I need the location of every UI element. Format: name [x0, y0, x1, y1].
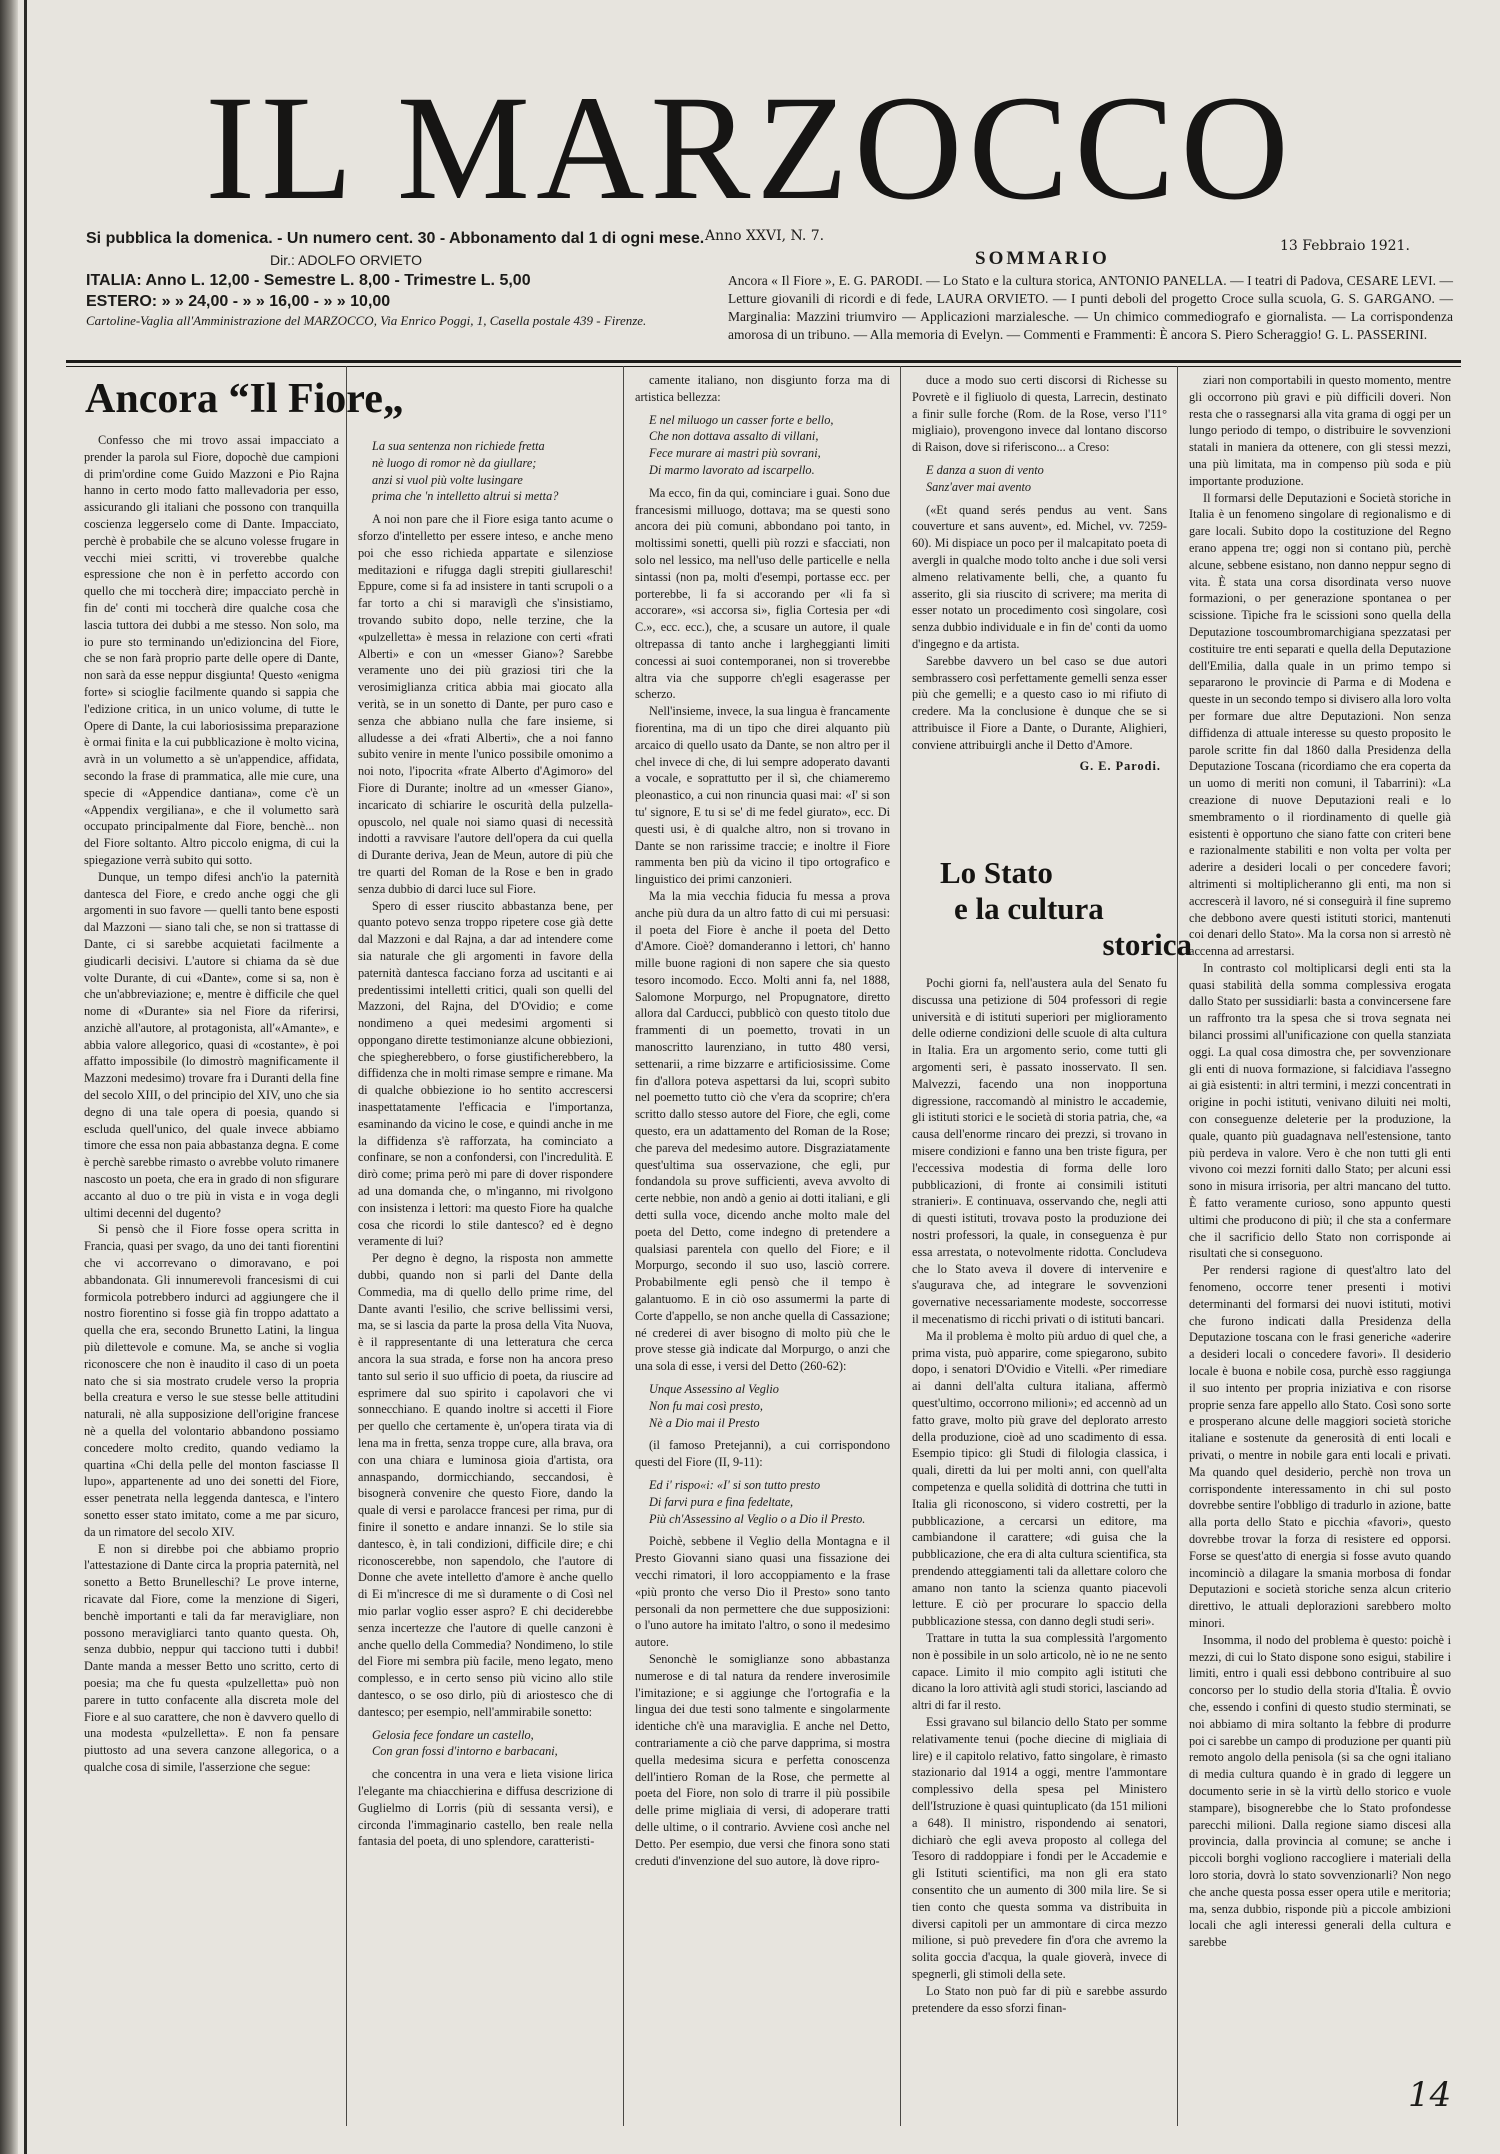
publication-schedule: Si pubblica la domenica. - Un numero cent. 30 - Abbonamento dal 1 di ogni mese. — [86, 230, 705, 247]
paragraph: E non si direbbe poi che abbiamo proprio l'attestazione di Dante circa la propria paternità, nel sonetto a Betto Brunelleschi? Le prove interne, ricavate dal Fiore, come la menzione di Sigeri, benchè importanti e tali da far meravigliare, non possono meravigliarci tanto quanto questa. Oh, senza dubbio, neppur qui tacciono tutti i dubbi! Dante manda a messer Betto uno scritto, certo di poesia; ma che fu questa «pulzelletta» può non parere in tutto confacente alla discreta mole del Fiore e al suo carattere, che non è davvero quello di una modesta «pulzelletta». E non fa pensare piuttosto ad una severa canzone allegorica, o a qualche cosa di simile, l'asserzione che segue: — [84, 1541, 339, 1774]
issue-number: Anno XXVI, N. 7. — [705, 228, 825, 244]
column-2 — [358, 432, 613, 2142]
column-1 — [84, 432, 339, 2142]
paragraph: Pochi giorni fa, nell'austera aula del Senato fu discussa una petizione di 504 professori di regie università e di istituti superiori per miglioramento delle odierne condizioni delle scuole di alta cultura in Italia. Era un argomento serio, come tutti gli argomenti seri, è passato inosservato. Il sen. Malvezzi, facendo una non inopportuna digressione, raccomandò al ministro le accademie, gli istituti storici e le società di storia patria, che, «a causa dell'enorme rincaro dei prezzi, si trovano in misere condizioni e fanno una ben triste figura, per l'eccessiva modestia di forma delle loro pubblicazioni, di fronte ai consimili istituti stranieri». E continuava, osservando che, negli atti di questi istituti, trovava posto la produzione dei nostri professori, la quale, in conseguenza è pur essa arrestata, o notevolmente ridotta. Concludeva che lo Stato aveva il dovere di intervenire e s'augurava che, ad integrare le sovvenzioni governative necessariamente modeste, soccorresse il mecenatismo di ricchi privati o di istituti bancari. — [912, 976, 1167, 1326]
headline-line: e la cultura — [954, 891, 1104, 926]
paragraph: Dunque, un tempo difesi anch'io la paternità dantesca del Fiore, e credo anche oggi che gli argomenti in suo favore — quelli tanto bene esposti dal Mazzoni — siano tali che, se non si trattasse di Dante, ci si sarebbe acquietati facilmente a giudicarli decisivi. L'autore si chiama da sè due volte Durante, di cui «Dante», come si sa, non è che un'abbreviazione; e, mentre è difficile che quel nome di «Durante» sia nel Fiore da riferirsi, anzichè all'autore, al protagonista, all'«Amante», e abbia valore allegorico, quasi di «costante», è poi affatto impossibile (lo dimostrò magnificamente il Mazzoni medesimo) trovare fra i Duranti della fine del secolo XIII, o del principio del XIV, uno che sia degno di una tale opera di poesia, quando si escluda quell'unico, del quale invece abbiamo timore che essa non paia abbastanza degna. E come è perchè sarebbe rimasto o avrebbe voluto rimanere nascosto un poeta, che era in grado di non sfigurare accanto al duo o tre più in vista e in voga degli ultimi decenni del dugento? — [84, 869, 339, 1220]
paragraph: camente italiano, non disgiunto forza ma di artistica bellezza: — [635, 373, 890, 404]
column-3 — [635, 372, 890, 2142]
sommario-title: SOMMARIO — [975, 248, 1110, 269]
price-estero: ESTERO: » » 24,00 - » » 16,00 - » » 10,00 — [86, 293, 391, 310]
paragraph: (il famoso Pretejanni), a cui corrispondono questi del Fiore (II, 9-11): — [635, 1438, 890, 1470]
paragraph: Ma il problema è molto più arduo di quel che, a prima vista, può apparire, come spiegarono, subito dopo, i senatori D'Ovidio e Vitelli. «Per rimediare ai danni dell'alta cultura italiana, affermò quest'ultimo, occorrono milioni»; ed accennò ad un fatto grave, molto più grave del deplorato arresto della produzione, cioè ad uno scadimento di essa. Esempio tipico: gli Studi di filologia classica, i quali, diretti da lui per molti anni, con quell'alta competenza e quella solidità di dottrina che tutti in Italia gli riconoscono, si videro costretti, per la pubblicazione, a cercarsi un editore, ma cambiandone il carattere; «di guisa che la pubblicazione, che era di alta cultura scientifica, sta prendendo atteggiamenti tali da allettare coloro che amano non tanto la scienza quanto piacevoli letture. E ciò per procurare lo spaccio della pubblicazione stessa, con danno degli studi seri». — [912, 1328, 1167, 1629]
paragraph: ziari non comportabili in questo momento, mentre gli occorrono più gravi e più difficili doveri. Non resta che o rassegnarsi alla vita grama di oggi per un lungo periodo di tempo, o distribuire le sovvenzioni statali in maniera da ottenere, con gli stessi mezzi, una più limitata, ma in compenso più soda e più importante produzione. — [1189, 373, 1451, 488]
headline-line: storica — [1102, 927, 1192, 962]
poem-quote: La sua sentenza non richiede fretta nè luogo di romor nè da giullare; anzi si vuol più volte lusingare prima che 'n intelletto altrui si metta? — [372, 439, 559, 504]
column-rule — [900, 366, 901, 2126]
paragraph: Per degno è degno, la risposta non ammette dubbi, quando non si parli del Dante della Commedia, ma di quello dello prime rime, del Dante avanti l'esilio, che scrive bellissimi versi, ma, se si lascia da parte la prosa della Vita Nuova, è il rappresentante di una letteratura che cerca ancora la sua strada, e forse non ha ancora preso tanto sul serio il suo ufficio di poeta, da riuscire ad esprimere dal suo spirito i capolavori che vi sonnecchiano. E quando inoltre si accetti il Fiore per quello che certamente è, un'opera tirata via di lena ma in fretta, senza troppe cure, alla brava, ora con una chiara e luminosa gioia d'artista, ora annaspando, dormicchiando, seccandosi, è bisognerà convenire che questo Fiore, dando la quale di versi e parolacce francesi per rima, pur di finire il sonetto e andare innanzi. Se lo stile sia dantesco, è, in tali condizioni, difficile dire; e chi riconoscerebbe, non sapendolo, che l'autore di Donne che avete intelletto d'amore è anche quello di Ei m'incresce di me sì duramente o di Così nel mio parlar voglio esser aspro? E chi deciderebbe senza incertezze che l'autore di quelle canzoni è anche quello della Commedia? Nondimeno, lo stile del Fiore mi sembra più facile, meno legato, meno complesso, e in certo senso più vicino allo stile dantesco, o se oso dirlo, più di ariostesco che di dantesco; per esempio, nell'ammirabile sonetto: — [358, 1251, 613, 1719]
paragraph: Si pensò che il Fiore fosse opera scritta in Francia, quasi per svago, da uno dei tanti fiorentini che vi accorrevano o dimoravano, e poi abbandonata. Gli innumerevoli francesismi di cui formicola potrebbero indurci ad aggiungere che il nostro fiorentino si fosse già fin troppo adattato a quella che era, secondo Brunetto Latini, la lingua più dilettevole e comune. Ma, se anche si voglia riconoscere che non è inaudito il caso di un poeta nato che si sia mostrato crudele verso la propria bella creatura e verso le sue stesse belle attitudini naturali, nè alla supposizione dell'origine francese nè a quella del volontario abbandono possiamo concedere molto credito, quando vediamo la quartina «Chi della pelle del monton fasciasse Il lupo», appartenente ad uno dei sonetti del Fiore, esser penetrata nella leggenda dantesca, e l'intero sonetto esser stato imitato, come a me par sicuro, da un rimatore del secolo XIV. — [84, 1222, 339, 1539]
paragraph: che concentra in una vera e lieta visione lirica l'elegante ma chiacchierina e diffusa descrizione di Guglielmo di Lorris (più di sessanta versi), e circonda l'immaginario castello, ben reale nella fantasia del poeta, di uno splendore, caratteristi- — [358, 1767, 613, 1849]
header-rule-thin — [66, 366, 1461, 367]
binding-edge — [0, 0, 18, 2154]
paragraph: Spero di esser riuscito abbastanza bene, per quanto potevo senza troppo ripetere cose già dette dal Mazzoni e dal Rajna, a dar ad intendere come sia naturale che gli argomenti in favore della paternità dantesca facciano forza ad uscitanti e ai predentissimi intelletti critici, quali son quelli del Mazzoni, del Rajna, del D'Ovidio; e come nondimeno a quei medesimi argomenti si oppongano dirette testimonianze alcune obbiezioni, che spiegherebbero, o forse giustificherebbero, la diffidenza che in molti rimase sempre e rimane. Ma di qualche obbiezione io ho sentito accrescersi inaspettatamente l'efficacia e l'importanza, esaminando da vicino le cose, e quindi anche in me la diffidenza s'è rafforzata, ha cominciato a confinare, se non a confondersi, con l'incredulità. E dirò come; prima però mi pare di dover rispondere ad una domanda che, o m'inganno, mi rivolgono con insistenza i lettori: ma questo Fiore ha qualche cosa che ricordi lo stile dantesco? ed è degno veramente di lui? — [358, 898, 613, 1249]
column-rule — [1177, 366, 1178, 2126]
column-5 — [1189, 372, 1451, 2142]
masthead-title: IL MARZOCCO — [205, 65, 1295, 231]
issue-date: 13 Febbraio 1921. — [1280, 238, 1410, 254]
publication-info — [86, 228, 705, 329]
price-italia: ITALIA: Anno L. 12,00 - Semestre L. 8,00 - Trimestre L. 5,00 — [86, 272, 531, 289]
paragraph: Essi gravano sul bilancio dello Stato per somme relativamente tenui (poche diecine di migliaia di lire) e il capitolo relativo, fatto singolare, è rimasto stazionario dal 1914 a oggi, mentre l'ammontare complessivo della spesa pel Ministero dell'Istruzione è quasi quintuplicato (da 151 milioni a 648). Il ministro, rispondendo ai senatori, dichiarò che egli aveva proposto al collega del Tesoro di raddoppiare i fondi per le Accademie e gli Istituti scientifici, ma non gli era stato consentito che un aumento di 300 mila lire. Se si tien conto che questa somma va distribuita in diversi capitoli per un ammontare di circa mezzo milione, si può prevedere fin d'ora che avremo la solita goccia d'acqua, la quale gioverà, invece di spegnerli, gli stimoli della sete. — [912, 1715, 1167, 1982]
paragraph: Lo Stato non può far di più e sarebbe assurdo pretendere da esso sforzi finan- — [912, 1983, 1167, 2015]
column-4-bottom — [912, 975, 1167, 2142]
paragraph: Confesso che mi trovo assai impacciato a prender la parola sul Fiore, dopochè due campioni di prim'ordine come Guido Mazzoni e Pio Rajna hanno in certo modo fatto mallevadoria per esso, assicurando gli italiani che possono con tranquilla coscienza leggerselo come di Dante. Impacciato, perchè è probabile che se alcuno volesse frugare in vecchi miei scritti, vi troverebbe qualche espressione che non è in perfetto accordo con quello che mi toccherà dire; impacciato perchè in fin de' conti mi toccherà dire qualche cosa che lascia tuttora dei dubbi a me stesso. Non solo, ma io pure sto terminando un'edizioncina del Fiore, che se non farà proprio parte delle opere di Dante, non sarà da esse neppur disgiunta! Questo «enigma forte» si scioglie facilmente quando si sappia che l'edizione critica, in un unico volume, di tutte le Opere di Dante, la cui laboriosissima preparazione è ormai finita e la cui pubblicazione è molto vicina, avrà in un volumetto a sè un'appendice, affidata, secondo la frase di prammatica, alle mie cure, una specie di «Appendice dantiana», come c'è un «Appendix vergiliana», e che il volumetto sarà occupato principalmente dal Fiore, benchè... non del Fiore soltanto. Altro piccolo enigma, di cui la spiegazione verrà subito qui sotto. — [84, 433, 339, 867]
paragraph: Sarebbe davvero un bel caso se due autori sembrassero così perfettamente gemelli senza esser più che gemelli; e a questo caso io mi rifiuto di credere. Ma la conclusione è dunque che se si attribuisce il Fiore a Dante, o Durante, Alighieri, conviene attribuirgli anche il Detto d'Amore. — [912, 653, 1167, 752]
paragraph: Senonchè le somiglianze sono abbastanza numerose e di tal natura da rendere inverosimile l'imitazione; e si aggiunge che l'ortografia e la lingua dei due testi sono talmente e singolarmente identiche ch'è una maraviglia. E anche nel Detto, contrariamente a ciò che parve dapprima, si mostra quella medesima sicura e perfetta conoscenza dell'intiero Roman de la Rose, che permette al poeta del Fiore, non solo di trarre il più possibile delle prime migliaia di versi, di adoperare tratti delle ultime, o il contrario. Avviene così anche nel Detto. Per esempio, due versi che finora sono stati creduti d'invenzione del suo autore, là dove ripro- — [635, 1651, 890, 1868]
paragraph: Ma la mia vecchia fiducia fu messa a prova anche più dura da un altro fatto di cui mi persuasi: il poeta del Fiore è anche il poeta del Detto d'Amore. Cioè? domanderanno i lettori, ch' hanno mille buone ragioni di non sapere che sia questo tesoro incomodo. Ecco. Molti anni fa, nel 1888, Salomone Morpurgo, nel Propugnatore, diretto allora dal Carducci, pubblicò con questo titolo due frammenti di un poemetto, trovati in un manoscritto laurenziano, in tutto 480 versi, settenarii, a rime bizzarre e artificiosissime. Come fin d'allora poteva aspettarsi da lui, scoprì subito nel poemetto tutto ciò che v'era da scoprire; ch'era scritto dallo stesso autore del Fiore, che egli, come questo, era un adattamento del Roman de la Rose; che pareva del medesimo autore. Disgraziatamente quest'ultima sua osservazione, che egli, pur fondandola su prove sufficienti, aveva avvolto di certe nebbie, non andò a genio ai dotti italiani, e gli detti sulla voce, dicendo anche molto male del poeta del Detto, come indegno di pretendere a qualsiasi parentela con quello del Fiore; e il Morpurgo, secondo il suo uso, lasciò correre. Probabilmente egli pensò che il tempo è galantuomo. E in ciò oso assumermi la parte di Corte d'appello, se non anche quella di Cassazione; né crederei di aver bisogno di molto più che le prove stesse già indicate dal Morpurgo, o anzi che una sola di esse, i versi del Detto (260-62): — [635, 888, 890, 1374]
paragraph: A noi non pare che il Fiore esiga tanto acume o sforzo d'intelletto per essere inteso, e anche meno poi che esso richieda appartate e silenziose meditazioni e rifugga dagli strepiti giullareschi! Eppure, come si fa ad insistere in tanti scrupoli o a far torto a chi si maraviglì che s'insistiamo, trovando subito dopo, nelle terzine, che la «pulzelletta» è messa in relazione con certi «frati Alberti» e con un «messer Giano»? Sarebbe veramente uno dei più graziosi tiri che la verosimiglianza critica abbia mai giocato alla verità, se in un sonetto di Dante, per puro caso e senza che abbiano nulla che fare insieme, si alludesse a dei «frati Alberti», che a noi fanno subito venire in mente l'unico possibile omonimo a noi noto, l'ipocrita «frate Alberto d'Agimoro» del Fiore di Durante; inoltre ad un «messer Giano», incaricato di schiarire le oscurità della pulzella-opuscolo, nel quale noi siamo quasi di necessità indotti a ravvisare l'autore dell'opera da cui quella di Durante deriva, Jean de Meun, autore di più che tre quarti del Roman de la Rose e ben in grado senza dubbio di darci luce sul Fiore. — [358, 512, 613, 896]
column-rule — [346, 366, 347, 2126]
poem-quote: Unque Assessino al Veglio Non fu mai così presto, Nè a Dio mai il Presto — [649, 1382, 779, 1430]
article-headline: Ancora “Il Fiore„ — [85, 376, 404, 422]
paragraph: Poichè, sebbene il Veglio della Montagna e il Presto Giovanni siano quasi una fissazione dei vecchi rimatori, il loro accoppiamento e la frase «più pronto che verso Dio il Presto» sono tanto personali da non permettere che due supposizioni: o l'uno autore ha imitato l'altro, o sono il medesimo autore. — [635, 1534, 890, 1650]
poem-quote: E danza a suon di vento Sanz'aver mai avento — [926, 462, 1044, 494]
article-2-headline — [940, 855, 1200, 963]
column-rule — [623, 366, 624, 2126]
paragraph: Ma ecco, fin da qui, cominciare i guai. Sono due francesismi milluogo, dottava; ma se questi sono ancora dei più comuni, abbondano poi tanto, in moltissimi sonetti, quelli più rozzi e sfacciati, non solo nel lessico, ma nell'uso delle particelle e nella sintassi (non pa, molti d'esempi, portasse ecc. per porterebbe, li fa si accorando per «li fa sì accorare», «si accorsa si», figlia Cortesia per «di C.», ecc. ecc.), che, a scusare un autore, il quale oltrepassa di tanto anche i largheggianti limiti concessi ai suoi contemporanei, non si troverebbe altra via che supporre ch'egli esagerasse per scherzo. — [635, 485, 890, 702]
paragraph: In contrasto col moltiplicarsi degli enti sta la quasi stabilità della somma complessiva erogata dallo Stato per sussidiarli: basta a convincersene fare un raffronto tra la spesa che si trova segnata nei bilanci prossimi all'unificazione con quella stanziata oggi. La qual cosa dimostra che, per sovvenzionare gli enti di nuova formazione, si falcidiava l'assegno ai già esistenti: in altri termini, i mezzi concentrati in origine in pochi istituti, venivano diluiti nei molti, con conseguenze deleterie per la produzione, la quale, quanto più guadagnava nell'estensione, tanto più perdeva in valore. Vero è che non tutti gli enti vivono coi mezzi forniti dallo Stato; per alcuni essi sono in misura irrisoria, per altri mancano del tutto. È fatto veramente curioso, sono appunto questi ultimi che producono di più; il che sta a confermare che il sacrificio dello Stato non corrisponde ai risultati che si conseguono. — [1189, 960, 1451, 1261]
page-number: 14 — [1408, 2075, 1452, 2115]
paragraph: Insomma, il nodo del problema è questo: poichè i mezzi, di cui lo Stato dispone sono esigui, stabilire i limiti, entro i quali essi debbono contribuire al suo concorso per lo studio della storia d'Italia. È ovvio che, essendo i confini di questo studio sterminati, se noi abbiamo di mira soltanto la febbre di produrre poi ci sarebbe un campo di produzione per quanti più remoto angolo della penisola (si sa che ogni italiano di media cultura quando è in grado di leggere un documento serie in sè la virtù dello storico e vuole stampare), bisognerebbe che lo Stato profondesse parecchi milioni. Dalla regione siamo discesi alla provincia, dalla provincia al comune; se anche i piccoli borghi vogliono raccogliere i materiali della loro storia, dovrà lo stato sovvenzionarli? Non nego che anche questa possa esser opera utile e meritoria; ma, senza dubbio, risponde più a piccole ambizioni locali che agli interessi generali della cultura e sarebbe — [1189, 1632, 1451, 1950]
paragraph: Nell'insieme, invece, la sua lingua è francamente fiorentina, ma di un tipo che direi alquanto più arcaico di quello usato da Dante, se non altro per il chel invece di che, di lui sempre adoperato davanti a vocale, e soprattutto per il sì, che chiameremo pleonastico, a cui non rinuncia quasi mai: «I' si son tu' signore, E tu si se' di me fedel giurato», ecc. Di questi usi, è di qualche altro, non si trovano in Dante se non rarissime traccie; e inoltre il Fiore rammenta ben più da vicino il tipo ortografico e linguistico dei primi canzonieri. — [635, 704, 890, 887]
poem-quote: Ed i' rispo«i: «I' si son tutto presto Di farvi pura e fina fedeltate, Più ch'Assessino al Veglio o a Dio il Presto. — [649, 1478, 866, 1526]
poem-quote: Gelosia fece fondare un castello, Con gran fossi d'intorno e barbacani, — [372, 1727, 558, 1759]
header-rule — [66, 360, 1461, 363]
paragraph: Il formarsi delle Deputazioni e Società storiche in Italia è un fenomeno singolare di regionalismo e di gare locali. Subito dopo la costituzione del Regno erano appena tre; oggi non si contano più, perchè alcune, sebbene esistano, non danno neppur segno di vita. È stata una corsa disordinata verso nuove formazioni, o per generazione spontanea o per scissione. Tipiche fra le scissioni sono quella della Deputazione toscoumbromarchigiana spezzatasi per costituire tre enti separati e quella della Deputazione dell'Emilia, dalla quale in un primo tempo si separarono le provincie di Parma e di Modena e queste in un secondo tempo si divisero alla loro volta per formare due altre Deputazioni. Non senza diffidenza di attuale interesse su questo proposito le parole scritte fin dal 1860 dalla Presidenza della Deputazione Toscana (ricordiamo che era coperta da un uomo di meriti non comuni, il Tabarrini): «La creazione di nuove Deputazioni reali e lo smembramento o il riordinamento di quelle già esistenti è opportuno che siano fatte con criteri bene e razionalmente stabiliti e non volta per volta per aderire a desideri locali o per concedere favori; altrimenti si moltiplicheranno gli enti, ma non si accrescerà il lavoro, né si conseguirà il fine supremo che debbono avere questi istituti storici, mantenuti coi denari dello Stato». Ma la corsa non si arrestò nè accenna ad arrestarsi. — [1189, 490, 1451, 959]
poem-quote: E nel miluogo un casser forte e bello, Che non dottava assalto di villani, Fece murare ai mastri più sovrani, Di marmo lavorato ad iscarpello. — [649, 412, 834, 477]
director: Dir.: ADOLFO ORVIETO — [270, 252, 422, 268]
paragraph: Per rendersi ragione di quest'altro lato del fenomeno, occorre tener presenti i motivi determinanti del formarsi dei nuovi istituti, motivi che furono indicati dalla Presidenza della Deputazione toscana con le frasi generiche «aderire a desideri locali o concedere favori». Il desiderio locale è buona e nobile cosa, purchè esso raggiunga il suo intento per propria iniziativa e con risorse proprie senza fare appello allo Stato. Così sono sorte e prosperano alcune delle maggiori società storiche italiane e sostenute da generosità di enti locali e privati, o mentre in nobile gara enti locali e privati. Ma quando quel desiderio, perchè non trova un corrispondente interessamento in chi sul posto dovrebbe sentire l'obbligo di tradurlo in azione, batte alla porta dello Stato e picchia «favori», questo dovrebbe trovar la forza di resistere ed opporsi. Forse se quest'atto di energia si fosse avuto quando incominciò a dilagare la smania morbosa di fondar Deputazioni e società storiche senza alcun criterio direttivo, le attuali deplorazioni sarebbero molto minori. — [1189, 1263, 1451, 1630]
column-4-top — [912, 372, 1167, 848]
article-signature: G. E. Parodi. — [1079, 758, 1161, 773]
binding-line — [24, 0, 27, 2154]
paragraph: («Et quand serés pendus au vent. Sans couverture et sans auvent», ed. Michel, vv. 7259-60). Mi dispiace un poco per il malcapitato poeta di avergli in qualche modo tolto anche i due soli versi almeno relativamente belli, che, a quanto fu asserito, gli sia riuscito di scrivere; ma merita di esser notato un procedimento così singolare, così senza dubbio individuale e in fin de' conti da uomo d'ingegno e da artista. — [912, 502, 1167, 651]
payment-note: Cartoline-Vaglia all'Amministrazione del MARZOCCO, Via Enrico Poggi, 1, Casella postale 439 - Firenze. — [86, 313, 647, 328]
sommario-text: Ancora « Il Fiore », E. G. PARODI. — Lo Stato e la cultura storica, ANTONIO PANELLA. — I teatri di Padova, CESARE LEVI. — Letture giovanili di ricordi e di fede, LAURA ORVIETO. — I punti deboli del progetto Croce sulla scuola, G. S. GARGANO. — Marginalia: Mazzini triumviro — Applicazioni marzialesche. — Un chimico commediografo e giornalista. — La corrispondenza amorosa di un tribuno. — Alla memoria di Evelyn. — Commenti e Frammenti: È ancora S. Piero Scheraggio! G. L. PASSERINI. — [728, 273, 1453, 342]
headline-line: Lo Stato — [940, 855, 1053, 890]
paragraph: duce a modo suo certi discorsi di Richesse su Povretè e il figliuolo di questa, Larrecin, destinato a finir sulle forche (Rom. de la Rose, verso l'11° migliaio), provengono invece dal lontano discorso di Raison, dove si riferiscono... a Creso: — [912, 373, 1167, 455]
paragraph: Trattare in tutta la sua complessità l'argomento non è possibile in un solo articolo, nè io ne ne sento capace. Limito il mio compito agli istituti che dicano la loro attività agli studi storici, lasciando ad altri di far il resto. — [912, 1631, 1167, 1713]
